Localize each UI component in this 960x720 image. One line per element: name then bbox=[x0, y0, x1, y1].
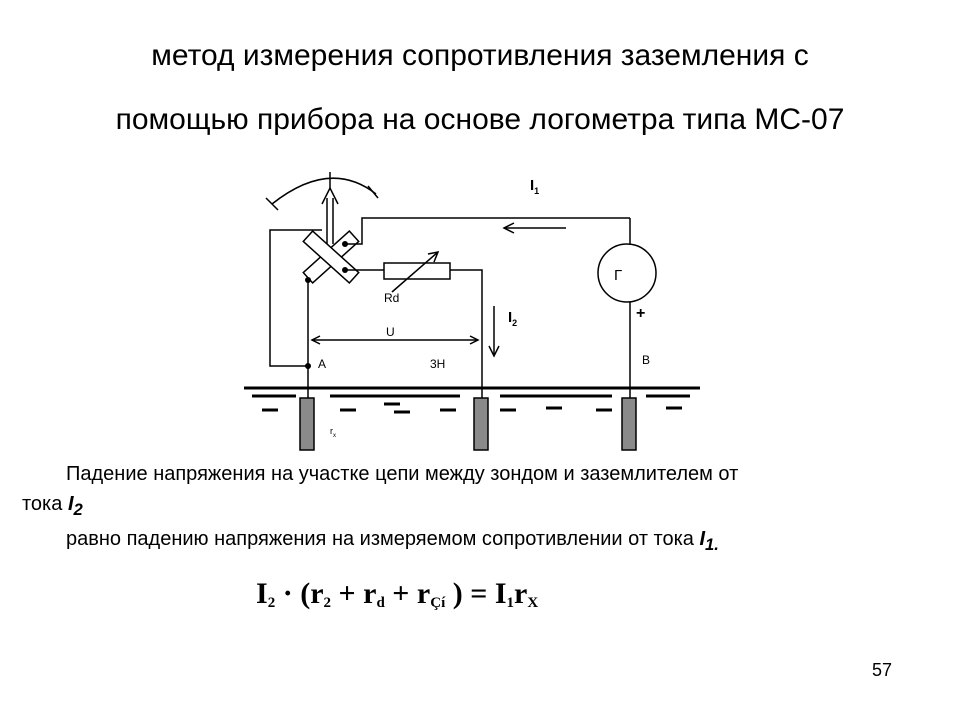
meter-scale-tick bbox=[368, 186, 378, 198]
label-plus: + bbox=[636, 305, 646, 322]
wire-to-probe bbox=[450, 270, 482, 398]
label-Rd: Rd bbox=[384, 291, 400, 305]
electrode-probe-3H bbox=[474, 398, 488, 450]
terminal-dot bbox=[342, 241, 348, 247]
label-I1: $I_1$ bbox=[530, 177, 540, 196]
paragraph-1-continuation: тока $I_2$ bbox=[22, 493, 83, 519]
title-line-2: помощью прибора на основе логометра типа МС-07 bbox=[115, 103, 845, 136]
terminal-dot bbox=[305, 277, 311, 283]
paragraph-2: равно падению напряжения на измеряемом сопротивлении от тока $I_{1.}$ bbox=[66, 528, 719, 554]
label-rx: $r_x$ bbox=[330, 426, 336, 439]
page-number: 57 bbox=[872, 660, 893, 680]
ratiometer-coils bbox=[303, 231, 358, 283]
label-3H: 3H bbox=[430, 357, 446, 371]
title-line-1: метод измерения сопротивления заземления с bbox=[151, 39, 809, 72]
generator bbox=[598, 244, 656, 302]
meter-scale-tick bbox=[266, 198, 278, 210]
label-I2: $I_2$ bbox=[508, 309, 518, 328]
label-U: U bbox=[386, 325, 395, 339]
circuit-diagram bbox=[0, 160, 960, 460]
terminal-dot bbox=[305, 363, 311, 369]
label-generator: Г bbox=[614, 267, 623, 284]
wire-top bbox=[345, 218, 630, 244]
label-B: B bbox=[642, 353, 651, 367]
formula: $I_2 \cdot (r_2 + r_d + r_{Çí}$ ) = $I_1r_X$ bbox=[256, 577, 539, 611]
meter-pointer-head bbox=[322, 188, 338, 204]
terminal-dot bbox=[342, 267, 348, 273]
label-A: A bbox=[318, 357, 327, 371]
electrode-rx bbox=[300, 398, 314, 450]
paragraph-1: Падение напряжения на участке цепи между зондом и заземлителем от bbox=[66, 463, 739, 485]
electrode-B bbox=[622, 398, 636, 450]
